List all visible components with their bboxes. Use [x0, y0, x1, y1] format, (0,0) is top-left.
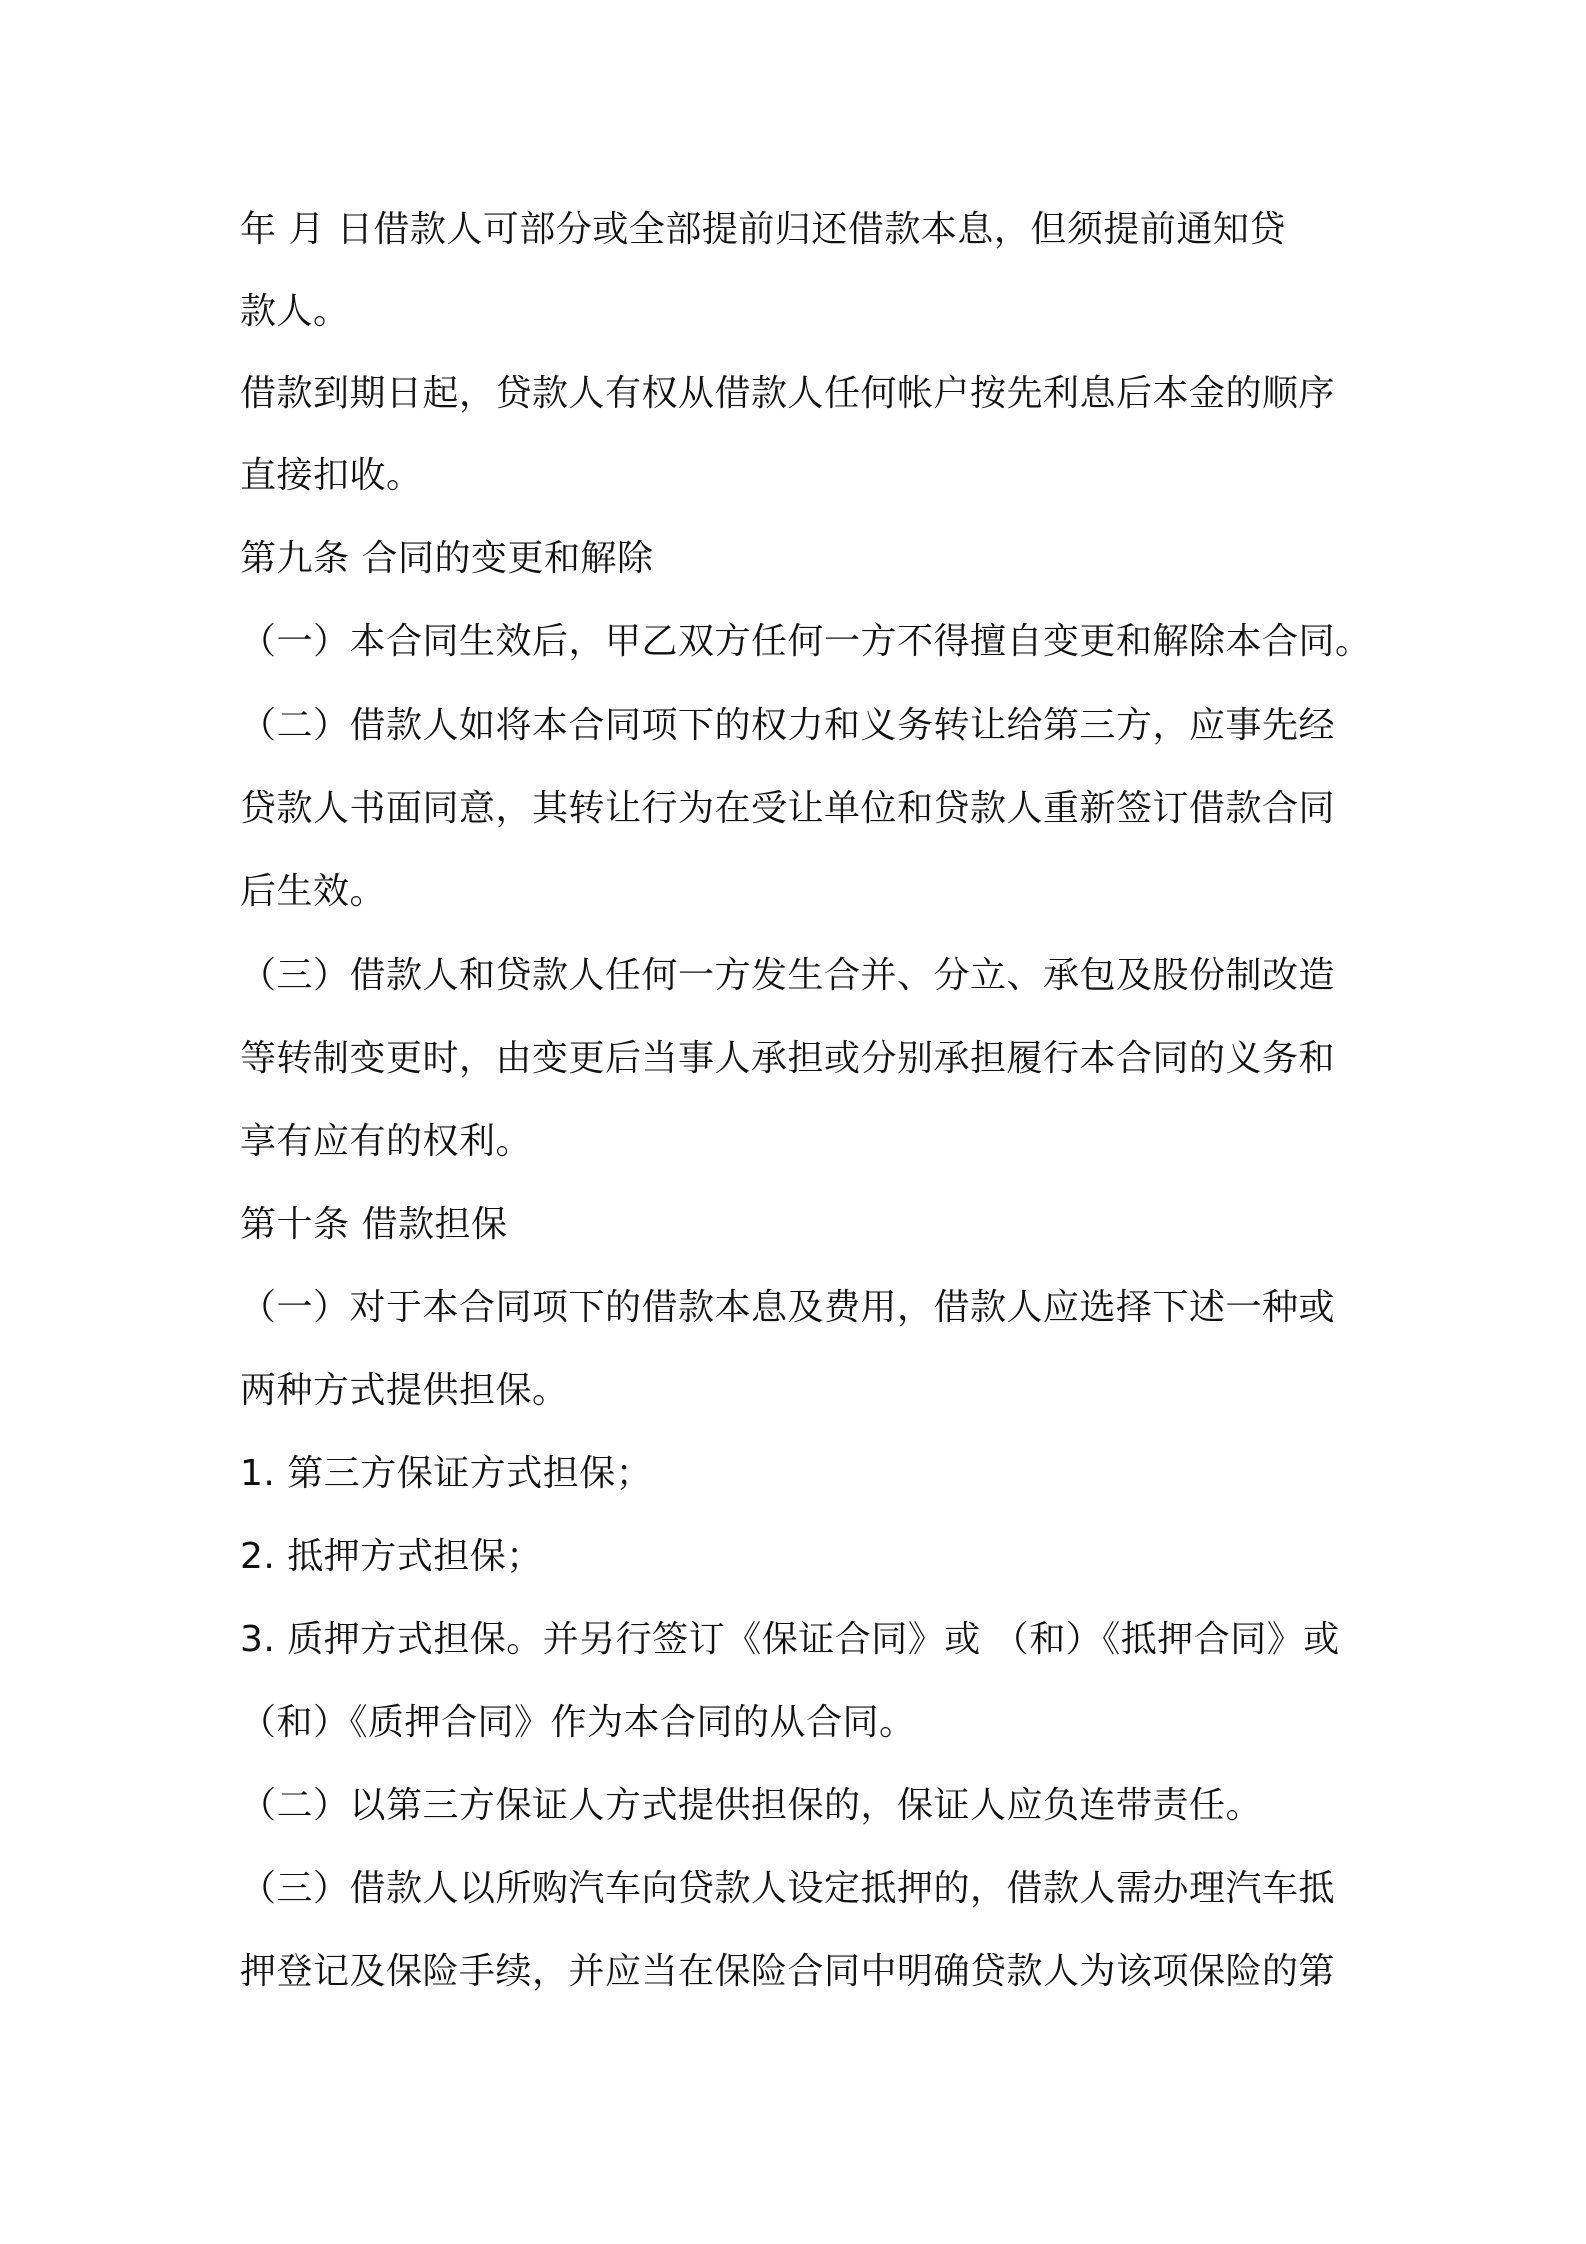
- text-line: 押登记及保险手续，并应当在保险合同中明确贷款人为该项保险的第: [240, 1951, 1336, 1992]
- text-line: 后生效。: [240, 871, 387, 912]
- text-line: 贷款人书面同意，其转让行为在受让单位和贷款人重新签订借款合同: [240, 788, 1336, 829]
- text-line: 款人。: [240, 291, 350, 332]
- text-line: （二）以第三方保证人方式提供担保的，保证人应负连带责任。: [240, 1785, 1263, 1826]
- text-line: 直接扣收。: [240, 455, 423, 496]
- article-heading: 第十条 借款担保: [240, 1204, 508, 1245]
- list-item: 3. 质押方式担保。并另行签订《保证合同》或 （和）《抵押合同》或: [240, 1619, 1340, 1660]
- text-line: （和）《质押合同》作为本合同的从合同。: [240, 1702, 916, 1743]
- text-line: 两种方式提供担保。: [240, 1370, 569, 1411]
- text-line: （二）借款人如将本合同项下的权力和义务转让给第三方，应事先经: [240, 705, 1336, 746]
- text-line: （一）对于本合同项下的借款本息及费用，借款人应选择下述一种或: [240, 1287, 1336, 1328]
- text-line: 借款到期日起，贷款人有权从借款人任何帐户按先利息后本金的顺序: [240, 373, 1336, 414]
- text-line: 享有应有的权利。: [240, 1121, 533, 1162]
- list-item: 1. 第三方保证方式担保；: [240, 1453, 653, 1494]
- text-line: （三）借款人和贷款人任何一方发生合并、分立、承包及股份制改造: [240, 955, 1336, 996]
- text-line: 年 月 日借款人可部分或全部提前归还借款本息，但须提前通知贷: [240, 209, 1286, 250]
- list-item: 2. 抵押方式担保；: [240, 1536, 543, 1577]
- text-line: （一）本合同生效后，甲乙双方任何一方不得擅自变更和解除本合同。: [240, 621, 1372, 662]
- text-line: （三）借款人以所购汽车向贷款人设定抵押的，借款人需办理汽车抵: [240, 1868, 1336, 1909]
- text-line: 等转制变更时，由变更后当事人承担或分别承担履行本合同的义务和: [240, 1038, 1336, 1079]
- article-heading: 第九条 合同的变更和解除: [240, 538, 654, 579]
